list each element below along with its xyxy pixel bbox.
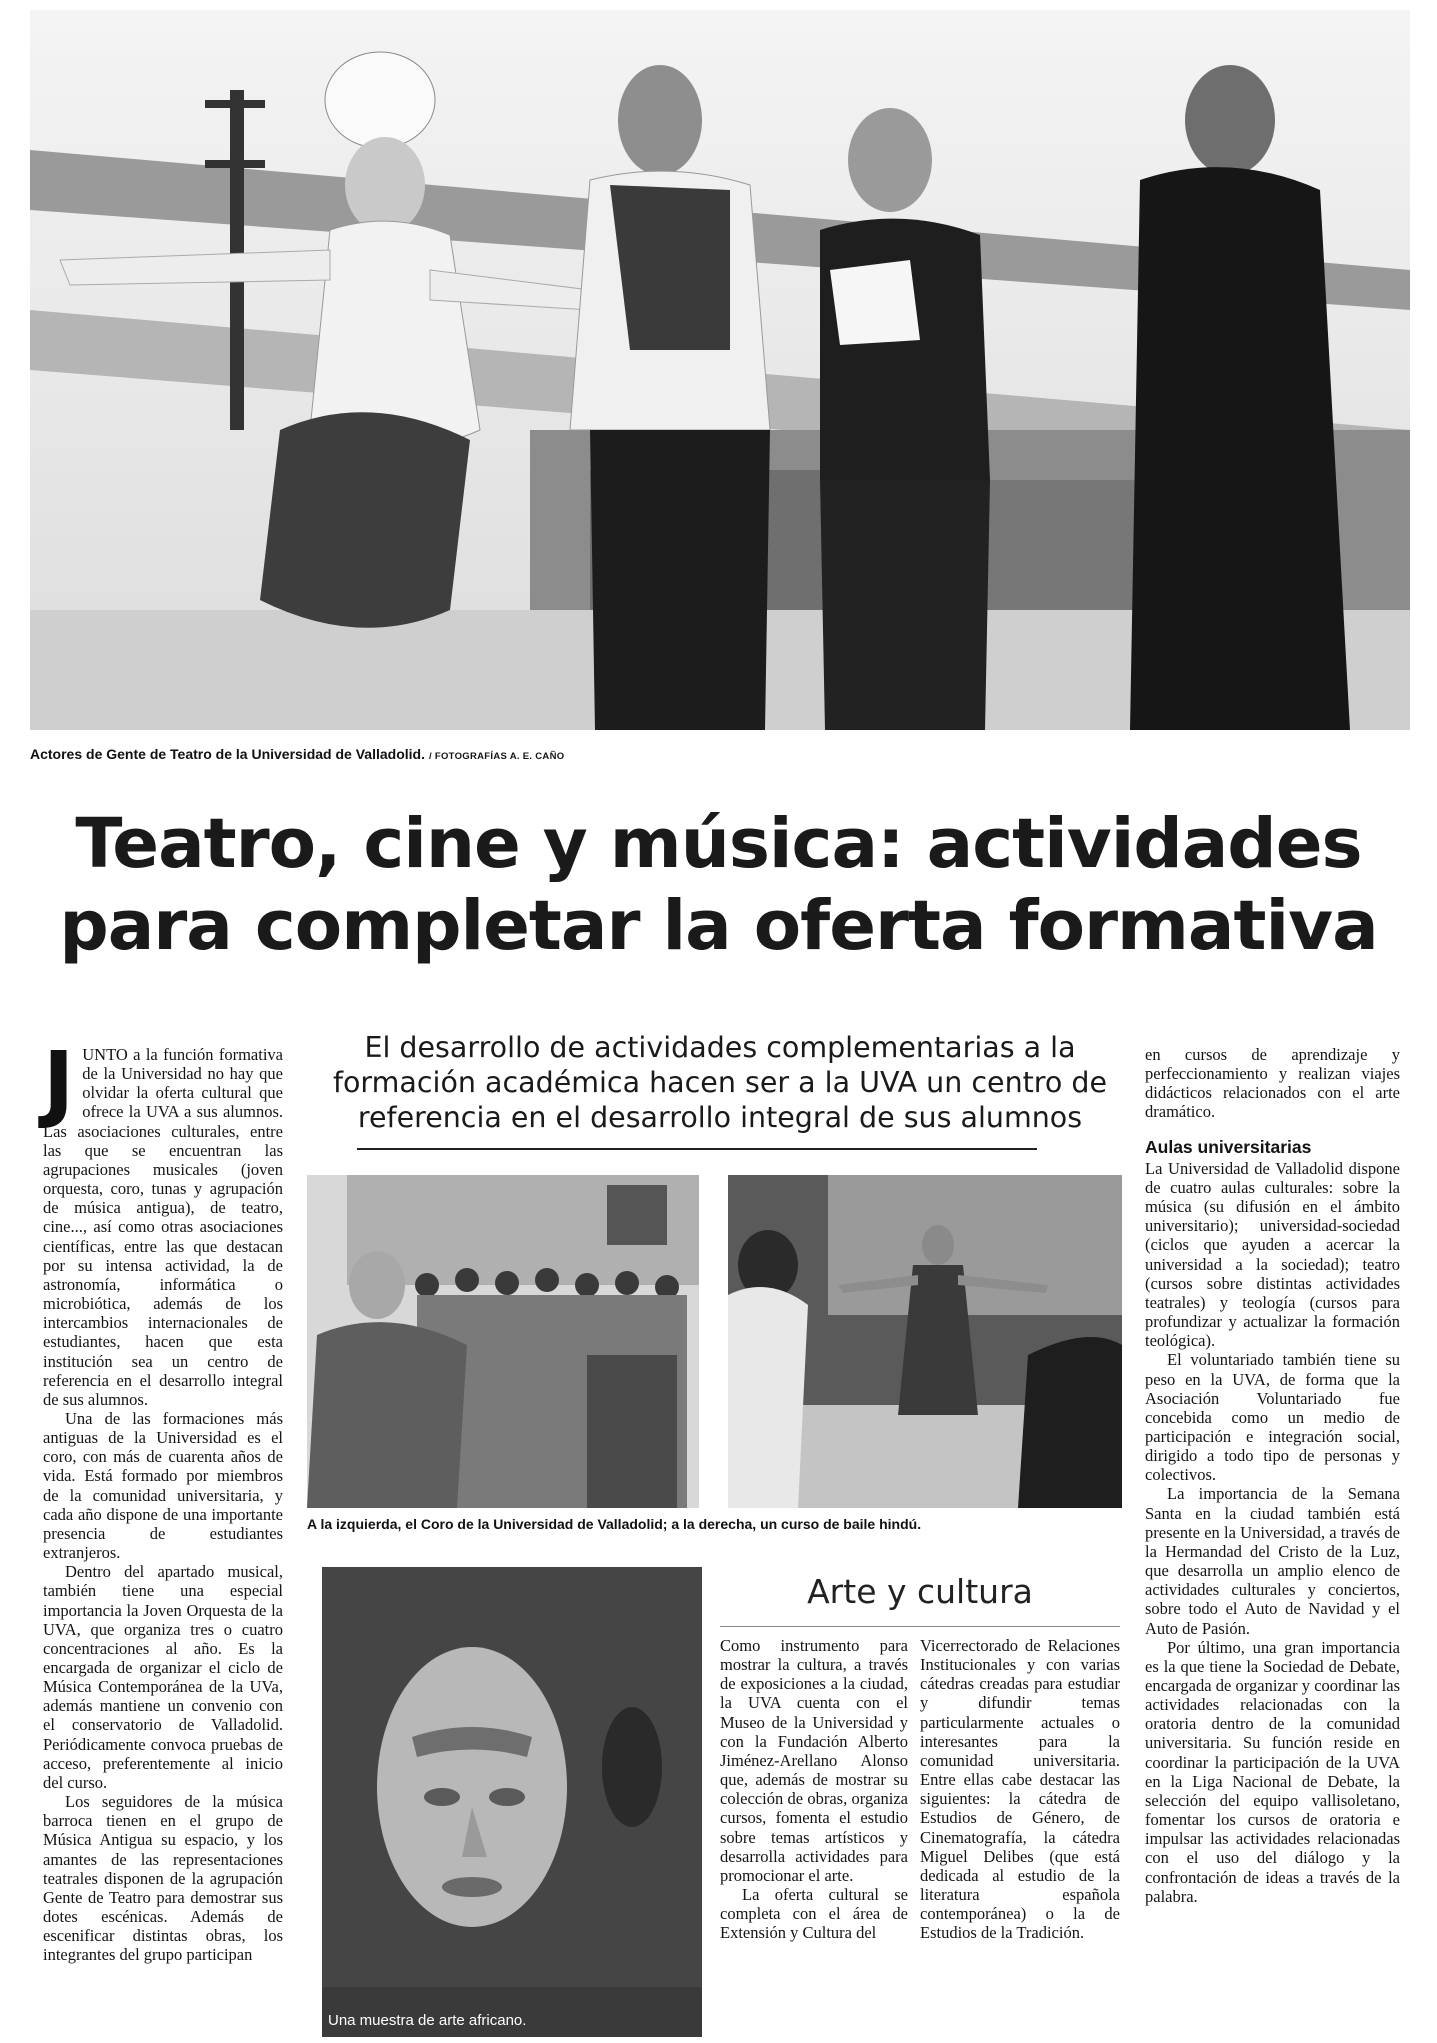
intro-paragraph — [43, 1033, 283, 1409]
paragraph-text: a la función formativa de la Universidad no hay que olvidar la oferta cultural que ofrece la UVA a sus alumnos. Las asociaciones culturales, entre las que se encuentran las agrupaciones musicales (joven orquesta, coro, tunas y agrupación de música antigua), de teatro, cine..., así como otras asociaciones científicas, entre las que destacan por su intensa actividad, la de astronomía, informática o microbiótica, además de los intercambios internacionales de estudiantes, hacen que esta institución sea un centro de referencia en el desarrollo integral de sus alumnos. — [43, 1045, 283, 1409]
paragraph: La importancia de la Semana Santa en la ciudad también está presente en la Universidad, a través de la Hermandad del Cristo de la Luz, que desarrolla un amplio elenco de actividades culturales y conciertos, sobre todo el Auto de Navidad y el Auto de Pasión. — [1145, 1484, 1400, 1638]
subhead: Aulas universitarias — [1145, 1136, 1312, 1157]
paragraph: Por último, una gran importancia es la que tiene la Sociedad de Debate, encargada de organizar y coordinar las actividades relacionadas con la oratoria dentro de la comunidad universitaria. Su función reside en coordinar la participación de la UVA en la Liga Nacional de Debate, la selección del equipo vallisoletano, fomentar los cursos de oratoria e impulsar las actividades relacionadas con el uso del diálogo y la confrontación de ideas a través de la palabra. — [1145, 1637, 1400, 1906]
deck-line-3: referencia en el desarrollo integral de sus alumnos — [357, 1101, 1083, 1134]
theatre-photo — [30, 10, 1410, 730]
deck — [310, 1030, 1130, 1135]
photo-credit: / FOTOGRAFÍAS A. E. CAÑO — [428, 751, 565, 762]
paragraph: La oferta cultural se completa con el área de Extensión y Cultura del — [720, 1885, 908, 1943]
arte-column-b — [920, 1636, 1120, 1943]
african-art-photo — [322, 1567, 702, 2037]
deck-line-2: formación académica hacen ser a la UVA un centro de — [332, 1066, 1108, 1099]
mid-photos-caption: A la izquierda, el Coro de la Universidad de Valladolid; a la derecha, un curso de baile hindú. — [307, 1516, 922, 1532]
body-column-1 — [43, 1033, 283, 1965]
drop-cap: J — [43, 1033, 75, 1131]
section-rule — [720, 1626, 1120, 1627]
caption-text: Actores de Gente de Teatro de la Universidad de Valladolid. — [30, 746, 425, 762]
deck-rule — [357, 1148, 1037, 1150]
top-photo-caption — [30, 746, 564, 764]
headline-line-2: para completar la oferta formativa — [59, 886, 1378, 966]
paragraph: Vicerrectorado de Relaciones Institucionales y con varias cátedras creadas para estudiar y difundir temas particularmente actuales o interesantes para la comunidad universitaria. Entre ellas cabe destacar las siguientes: la cátedra de Estudios de Género, de Cinematografía, la cátedra Miguel Delibes (que está dedicada al estudio de la literatura española contemporánea) o la de Estudios de la Tradición. — [920, 1636, 1120, 1943]
paragraph: El voluntariado también tiene su peso en la UVA, de forma que la Asociación Voluntariado fue concebida como un medio de participación e integración social, dirigido a todo tipo de personas y colectivos. — [1145, 1350, 1400, 1485]
choir-photo — [307, 1175, 699, 1508]
paragraph: Dentro del apartado musical, también tiene una especial importancia la Joven Orquesta de la UVA, que organiza tres o cuatro concentraciones al año. Es la encargada de organizar el ciclo de Música Contemporánea de la UVa, además mantiene un convenio con el conservatorio de Valladolid. Periódicamente convoca pruebas de acceso, preferentemente al inicio del curso. — [43, 1562, 283, 1792]
paragraph: Los seguidores de la música barroca tienen en el grupo de Música Antigua su espacio, y los amantes de las representaciones teatrales disponen de la agrupación Gente de Teatro para demostrar sus dotes escénicas. Además de escenificar distintas obras, los integrantes del grupo participan — [43, 1792, 283, 1965]
dance-photo — [728, 1175, 1122, 1508]
paragraph: Una de las formaciones más antiguas de la Universidad es el coro, con más de cuarenta años de vida. Está formado por miembros de la comunidad universitaria, y cada año dispone de una importante presencia de estudiantes extranjeros. — [43, 1408, 283, 1563]
section-title: Arte y cultura — [807, 1572, 1033, 1611]
paragraph: Como instrumento para mostrar la cultura, a través de exposiciones a la ciudad, la UVA cuenta con el Museo de la Universidad y con la Fundación Alberto Jiménez-Arellano Alonso que, además de mostrar su colección de obras, organiza cursos, fomenta el estudio sobre temas artísticos y desarrolla actividades para promocionar el arte. — [720, 1636, 908, 1885]
inset-caption: Una muestra de arte africano. — [328, 2012, 527, 2029]
body-column-4 — [1145, 1045, 1400, 1906]
arte-column-a — [720, 1636, 908, 1943]
lead-word: UNTO — [82, 1045, 128, 1064]
headline-line-1: Teatro, cine y música: actividades — [75, 804, 1362, 884]
headline — [20, 803, 1417, 967]
paragraph: La Universidad de Valladolid dispone de cuatro aulas culturales: sobre la música (su difusión en el ámbito universitario); universidad-sociedad (ciclos que ayuden a acercar la universidad a la sociedad); teatro (cursos sobre distintas actividades teatrales) y teología (cursos para profundizar y actualizar la formación teológica). — [1145, 1158, 1400, 1351]
deck-line-1: El desarrollo de actividades complementarias a la — [364, 1031, 1076, 1064]
paragraph: en cursos de aprendizaje y perfeccionamiento y realizan viajes didácticos relacionados con el arte dramático. — [1145, 1045, 1400, 1122]
